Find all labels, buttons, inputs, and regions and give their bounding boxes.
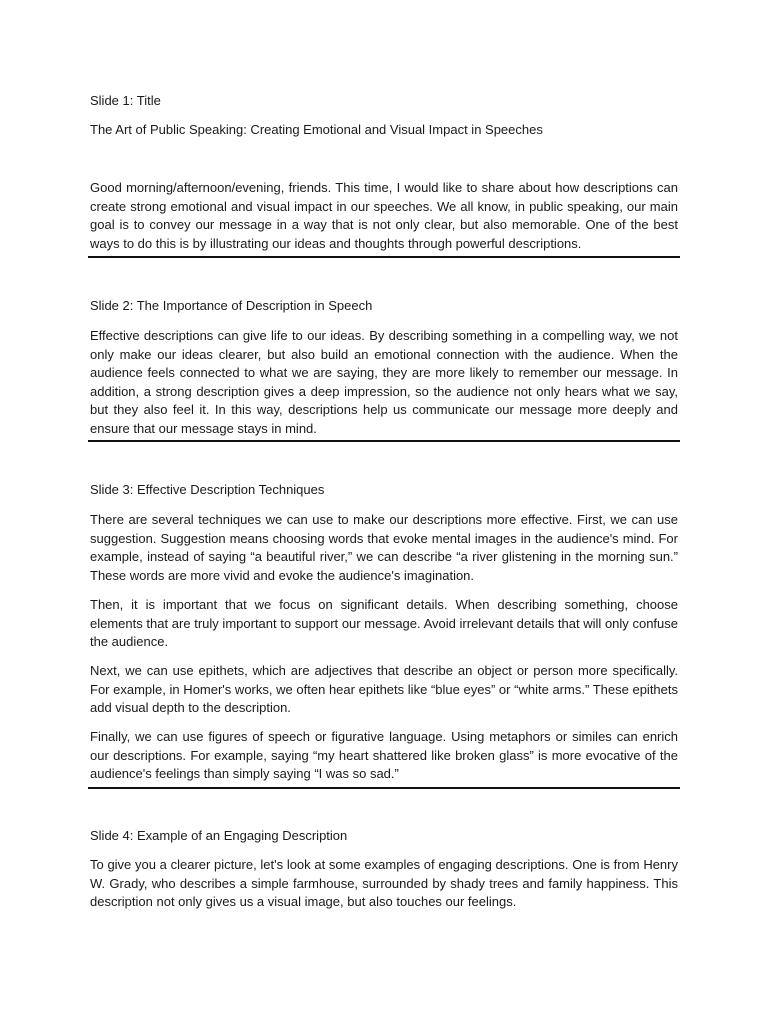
section-divider <box>88 787 680 789</box>
slide3-paragraph-2: Then, it is important that we focus on significant details. When describing something, choose elements that are truly important to support our message. Avoid irrelevant details that will only confuse the audience. <box>90 597 678 650</box>
slide4-paragraph: To give you a clearer picture, let's look at some examples of engaging descriptions. One is from Henry W. Grady, who describes a simple farmhouse, surrounded by shady trees and family happiness. This description not only gives us a visual image, but also touches our feelings. <box>90 857 678 910</box>
section-divider <box>88 440 680 442</box>
section-divider <box>88 256 680 258</box>
slide3-paragraph-4: Finally, we can use figures of speech or figurative language. Using metaphors or similes can enrich our descriptions. For example, saying “my heart shattered like broken glass” is more evocative of the audience's feelings than simply saying “I was so sad.” <box>90 729 678 782</box>
slide3-heading: Slide 3: Effective Description Techniques <box>90 482 325 497</box>
slide1-heading: Slide 1: Title <box>90 93 161 108</box>
slide2-paragraph: Effective descriptions can give life to our ideas. By describing something in a compelling way, we not only make our ideas clearer, but also build an emotional connection with the audience. When the audience feels connected to what we are saying, they are more likely to remember our message. In addition, a strong description gives a deep impression, so the audience not only hears what we say, but they also feel it. In this way, descriptions help us communicate our message more deeply and ensure that our message stays in mind. <box>90 328 678 436</box>
slide1-title: The Art of Public Speaking: Creating Emotional and Visual Impact in Speeches <box>90 122 543 137</box>
slide2-heading: Slide 2: The Importance of Description in Speech <box>90 298 373 313</box>
slide4-heading: Slide 4: Example of an Engaging Description <box>90 828 348 843</box>
slide1-paragraph: Good morning/afternoon/evening, friends. This time, I would like to share about how descriptions can create strong emotional and visual impact in our speeches. We all know, in public speaking, our main goal is to convey our message in a way that is not only clear, but also memorable. One of the best ways to do this is by illustrating our ideas and thoughts through powerful descriptions. <box>90 180 678 251</box>
slide3-paragraph-1: There are several techniques we can use to make our descriptions more effective. First, we can use suggestion. Suggestion means choosing words that evoke mental images in the audience's mind. For example, instead of saying “a beautiful river,” we can describe “a river glistening in the morning sun.” These words are more vivid and evoke the audience's imagination. <box>90 512 678 583</box>
slide3-paragraph-3: Next, we can use epithets, which are adjectives that describe an object or person more specifically. For example, in Homer's works, we often hear epithets like “blue eyes” or “white arms.” These epithets add visual depth to the description. <box>90 663 678 716</box>
